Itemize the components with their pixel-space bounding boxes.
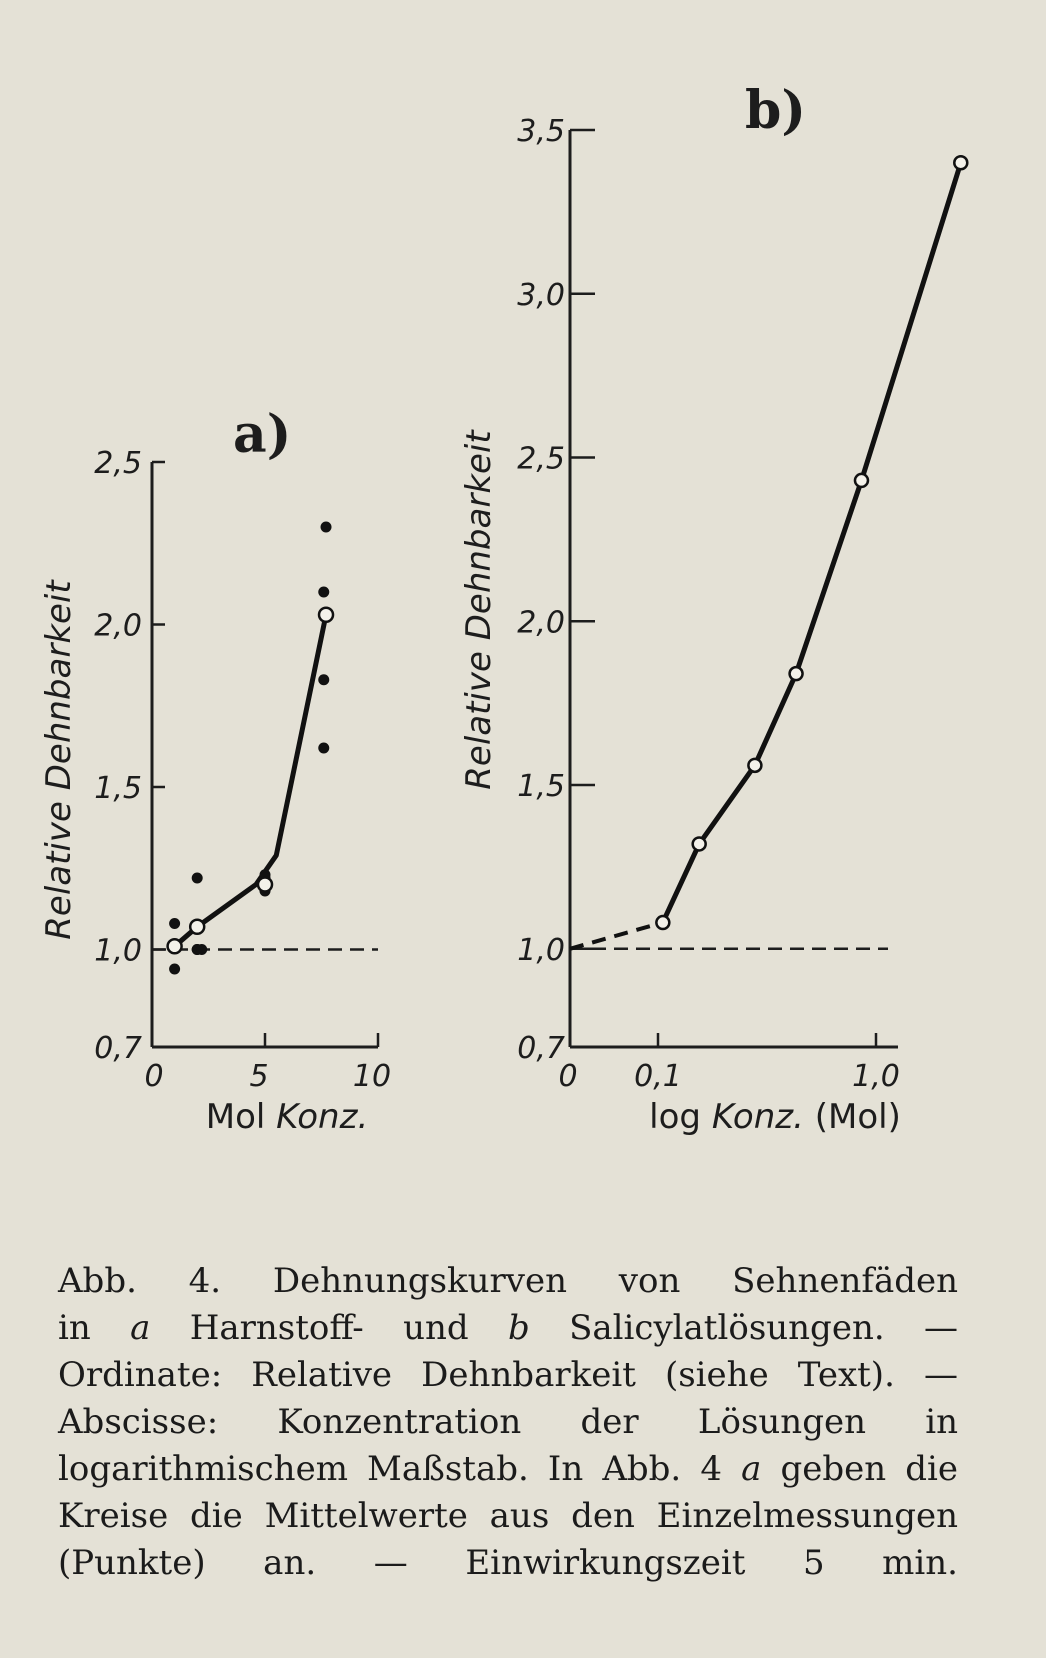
mean-point bbox=[168, 939, 182, 953]
y-tick-label-a: 2,5 bbox=[94, 446, 142, 481]
caption-line bbox=[58, 1446, 958, 1493]
x-axis-title-a: Mol Konz. bbox=[205, 1097, 369, 1137]
data-point-b bbox=[954, 156, 967, 169]
caption-text: Abscisse: Konzentration der Lösungen in bbox=[58, 1402, 958, 1442]
caption-text: Abb. 4. Dehnungskurven von Sehnenfäden bbox=[58, 1261, 958, 1301]
x-tick-label-a: 10 bbox=[352, 1059, 392, 1094]
individual-point bbox=[321, 522, 332, 533]
individual-point bbox=[318, 587, 329, 598]
x-axis-title-b: log Konz. (Mol) bbox=[649, 1097, 901, 1137]
caption-line bbox=[58, 1352, 958, 1399]
y-tick-label-b: 0,7 bbox=[517, 1031, 565, 1066]
mean-point bbox=[190, 920, 204, 934]
individual-point bbox=[318, 743, 329, 754]
caption-text: Salicylatlösungen. — bbox=[529, 1308, 958, 1348]
mean-point bbox=[319, 608, 333, 622]
y-axis-title-a: Relative Dehnbarkeit bbox=[39, 580, 79, 940]
caption-line bbox=[58, 1493, 958, 1540]
mean-line-a bbox=[175, 615, 326, 947]
x-tick-label-a: 5 bbox=[249, 1059, 269, 1094]
caption-text: logarithmischem Maßstab. In Abb. 4 bbox=[58, 1449, 742, 1489]
individual-point bbox=[318, 674, 329, 685]
caption-text: (Punkte) an. — Einwirkungszeit 5 min. bbox=[58, 1543, 958, 1583]
y-tick-label-b: 3,0 bbox=[517, 277, 565, 313]
y-tick-label-a: 0,7 bbox=[94, 1031, 142, 1066]
y-tick-label-b: 1,0 bbox=[517, 932, 565, 968]
y-tick-label-b: 2,0 bbox=[517, 605, 565, 641]
caption-text: in bbox=[58, 1308, 131, 1348]
y-tick-label-a: 2,0 bbox=[94, 608, 142, 644]
y-tick-label-b: 3,5 bbox=[517, 114, 565, 149]
data-point-b bbox=[855, 474, 868, 487]
individual-point bbox=[192, 873, 203, 884]
x-tick-label-b: 0 bbox=[558, 1059, 578, 1094]
x-tick-label-b: 1,0 bbox=[852, 1059, 900, 1094]
dashed-start-segment-b bbox=[570, 923, 663, 949]
caption-text: Ordinate: Relative Dehnbarkeit (siehe Text). — bbox=[58, 1355, 958, 1395]
series-line-b bbox=[663, 163, 961, 923]
data-point-b bbox=[790, 667, 803, 680]
panel-label-b: b) bbox=[745, 80, 806, 141]
y-tick-label-a: 1,0 bbox=[94, 933, 142, 969]
figure-caption bbox=[58, 1258, 958, 1587]
caption-text: Harnstoff- und bbox=[150, 1308, 509, 1348]
caption-line bbox=[58, 1305, 958, 1352]
caption-line bbox=[58, 1399, 958, 1446]
y-axis-title-b: Relative Dehnbarkeit bbox=[459, 430, 499, 790]
caption-text: geben die bbox=[761, 1449, 959, 1489]
caption-line bbox=[58, 1540, 958, 1587]
caption-text: a bbox=[741, 1449, 762, 1489]
data-point-b bbox=[693, 837, 706, 850]
panel-label-a: a) bbox=[233, 404, 292, 465]
y-tick-label-b: 1,5 bbox=[517, 769, 565, 804]
caption-text: b bbox=[508, 1308, 530, 1348]
mean-point bbox=[258, 878, 272, 892]
y-tick-label-b: 2,5 bbox=[517, 441, 565, 477]
caption-text: a bbox=[130, 1308, 151, 1348]
y-tick-label-a: 1,5 bbox=[94, 771, 142, 806]
individual-point bbox=[169, 918, 180, 929]
individual-point bbox=[196, 944, 207, 955]
panel-b bbox=[459, 80, 967, 1137]
data-point-b bbox=[748, 759, 761, 772]
data-point-b bbox=[656, 916, 669, 929]
caption-text: Kreise die Mittelwerte aus den Einzelmessungen bbox=[58, 1496, 958, 1536]
panel-a bbox=[39, 404, 391, 1137]
x-tick-label-b: 0,1 bbox=[634, 1059, 682, 1094]
individual-point bbox=[169, 964, 180, 975]
x-tick-label-a: 0 bbox=[144, 1059, 164, 1094]
caption-line bbox=[58, 1258, 958, 1305]
